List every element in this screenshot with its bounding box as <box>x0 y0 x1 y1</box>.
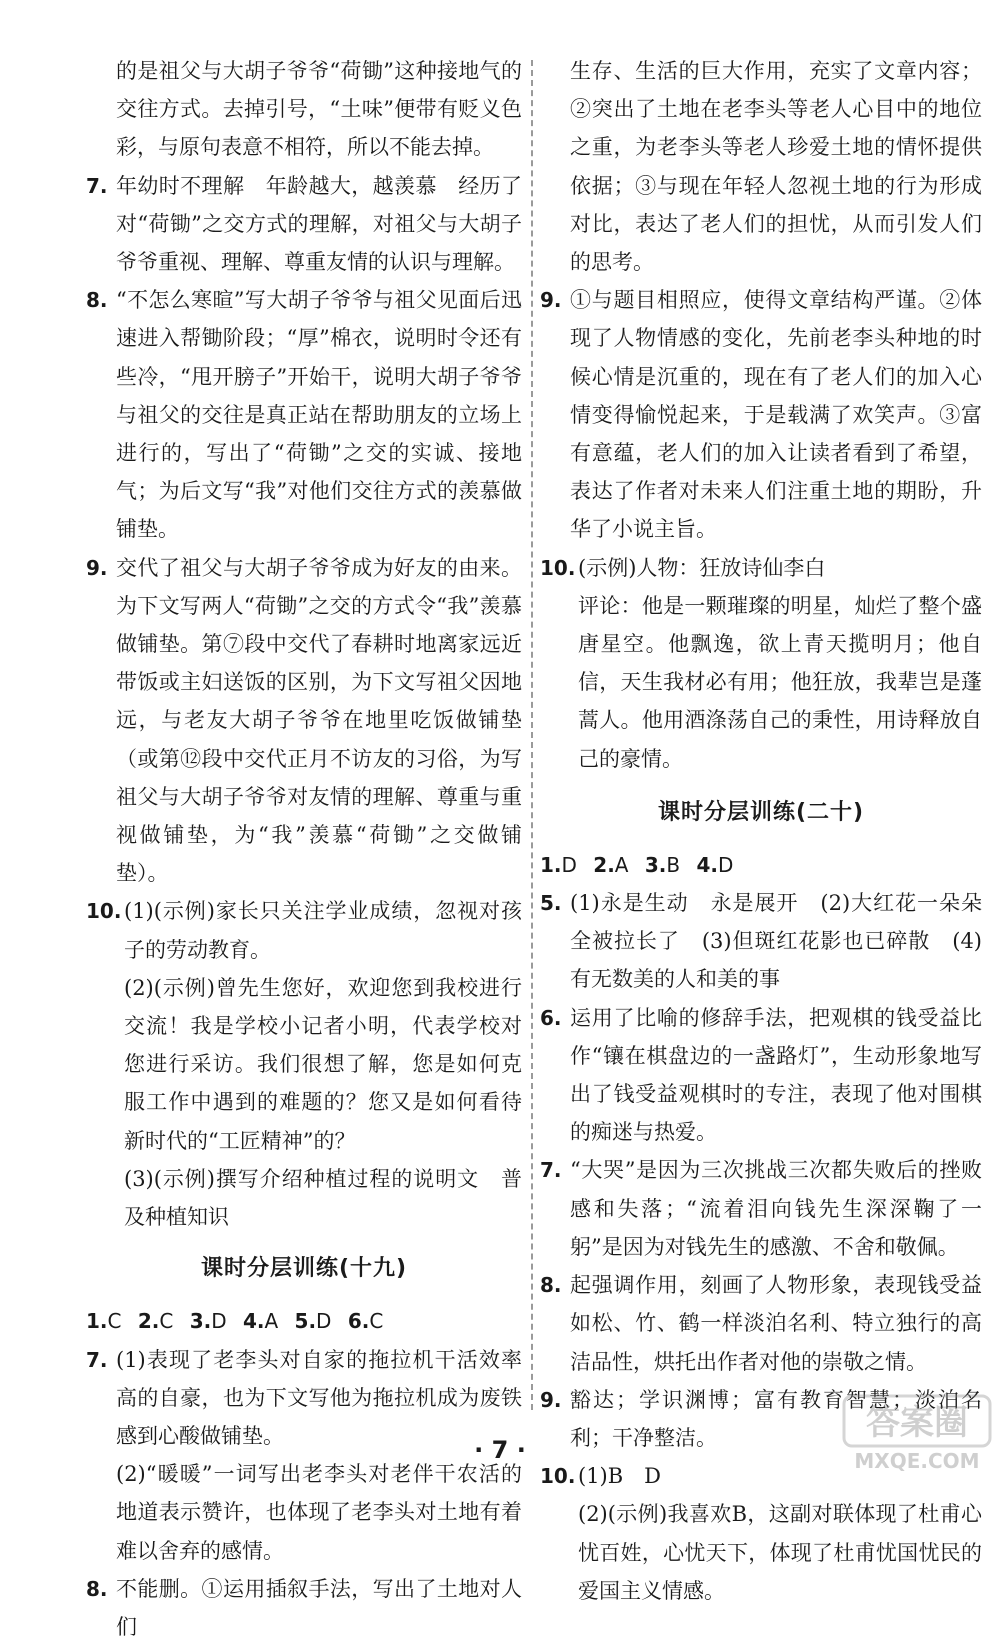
choice-answer: B <box>666 852 681 877</box>
answer-item-8 <box>86 281 522 548</box>
answer-item-9 <box>86 549 522 893</box>
answer-sub-1: (1)(示例)家长只关注学业成绩，忽视对孩子的劳动教育。 <box>124 899 522 962</box>
answer-item-8 <box>540 1266 982 1381</box>
answer-sub-1: (示例)人物：狂放诗仙李白 <box>578 555 826 580</box>
answer-item-7 <box>86 167 522 282</box>
question-number: 5. <box>540 891 562 916</box>
answer-text: 交代了祖父与大胡子爷爷成为好友的由来。为下文写两人“荷锄”之交的方式令“我”羡慕做铺垫。第⑦段中交代了春耕时地离家远近带饭或主妇送饭的区别，为下文写祖父因地远，与老友大胡子爷爷在地里吃饭做铺垫（或第⑫段中交代正月不访友的习俗，为写祖父与大胡子爷爷对友情的理解、尊重与重视做铺垫，为“我”羡慕“荷锄”之交做铺垫）。 <box>116 555 522 886</box>
question-number: 10. <box>540 1464 576 1489</box>
question-number: 2. <box>137 1309 160 1334</box>
question-number: 1. <box>86 1309 108 1334</box>
answer-text: 豁达；学识渊博；富有教育智慧；淡泊名利；干净整洁。 <box>570 1387 982 1450</box>
answer-sub-1: (1)B D <box>578 1464 662 1489</box>
choice-answer: C <box>159 1309 174 1334</box>
choice-answer: A <box>614 852 629 877</box>
choice-answer: C <box>369 1309 384 1334</box>
question-number: 9. <box>540 288 562 313</box>
answer-text: 运用了比喻的修辞手法，把观棋的钱受益比作“镶在棋盘边的一盏路灯”，生动形象地写出了钱受益观棋时的专注，表现了他对围棋的痴迷与热爱。 <box>570 1005 982 1145</box>
question-number: 7. <box>540 1158 562 1183</box>
page-number: · 7 · <box>474 1436 526 1464</box>
question-number: 8. <box>540 1273 562 1298</box>
right-column <box>540 52 982 1610</box>
answer-text: (1)永是生动 永是展开 (2)大红花一朵朵全被拉长了 (3)但斑红花影也已碎散 (4)有无数美的人和美的事 <box>570 891 982 992</box>
section-heading-20: 课时分层训练(二十) <box>657 799 865 825</box>
answer-item-5 <box>540 884 982 999</box>
choice-answers-19 <box>86 1302 522 1340</box>
question-number: 5. <box>294 1309 317 1334</box>
answer-continuation: 的是祖父与大胡子爷爷“荷锄”这种接地气的交往方式。去掉引号，“土味”便带有贬义色彩，与原句表意不相符，所以不能去掉。 <box>116 59 522 160</box>
watermark-url: MXQE.COM <box>854 1449 980 1473</box>
answer-continuation: 生存、生活的巨大作用，充实了文章内容；②突出了土地在老李头等老人心目中的地位之重，为老李头等老人珍爱土地的情怀提供依据；③与现在年轻人忽视土地的行为形成对比，表达了老人们的担忧，从而引发人们的思考。 <box>570 59 982 275</box>
question-number: 10. <box>86 899 122 924</box>
answer-text: ①与题目相照应，使得文章结构严谨。②体现了人物情感的变化，先前老李头种地的时候心情是沉重的，现在有了老人们的加入心情变得愉悦起来，于是载满了欢笑声。③富有意蕴，老人们的加入让读者看到了希望，表达了作者对未来人们注重土地的期盼，升华了小说主旨。 <box>570 288 982 542</box>
choice-answer: A <box>264 1309 279 1334</box>
question-number: 3. <box>644 852 667 877</box>
question-number: 7. <box>86 1347 108 1372</box>
answer-sub-2: 评论：他是一颗璀璨的明星，灿烂了整个盛唐星空。他飘逸，欲上青天揽明月；他自信，天生我材必有用；他狂放，我辈岂是蓬蒿人。他用酒涤荡自己的秉性，用诗释放自己的豪情。 <box>578 593 982 771</box>
answer-item-6 <box>540 999 982 1152</box>
question-number: 10. <box>540 555 576 580</box>
answer-sub-2: (2)“暖暖”一词写出老李头对老伴干农活的地道表示赞许，也体现了老李头对土地有着难以舍弃的感情。 <box>116 1462 522 1563</box>
question-number: 3. <box>189 1309 212 1334</box>
answer-sub-1: (1)表现了老李头对自家的拖拉机干活效率高的自豪，也为下文写他为拖拉机成为废铁感到心酸做铺垫。 <box>116 1347 522 1448</box>
question-number: 4. <box>242 1309 265 1334</box>
choice-answer: D <box>316 1309 332 1334</box>
answer-sub-3: (3)(示例)撰写介绍种植过程的说明文 普及种植知识 <box>124 1166 522 1230</box>
choice-answer: D <box>561 852 577 877</box>
answer-sub-2: (2)(示例)我喜欢B，这副对联体现了杜甫心忧百姓，心忧天下，体现了杜甫忧国忧民的爱国主义情感。 <box>578 1502 982 1603</box>
answer-text: 年幼时不理解 年龄越大，越羡慕 经历了对“荷锄”之交方式的理解，对祖父与大胡子爷爷重视、理解、尊重友情的认识与理解。 <box>116 173 522 275</box>
answer-item-10 <box>86 892 522 1236</box>
question-number: 9. <box>86 555 108 580</box>
question-number: 6. <box>540 1005 562 1030</box>
answer-text: “大哭”是因为三次挑战三次都失败后的挫败感和失落；“流着泪向钱先生深深鞠了一躬”是因为对钱先生的感激、不舍和敬佩。 <box>570 1158 982 1259</box>
section-heading-19: 课时分层训练(十九) <box>200 1256 408 1282</box>
answer-item-8b <box>86 1570 522 1646</box>
answer-sub-2: (2)(示例)曾先生您好，欢迎您到我校进行交流！我是学校小记者小明，代表学校对您进行采访。我们很想了解，您是如何克服工作中遇到的难题的？您又是如何看待新时代的“工匠精神”的？ <box>124 975 522 1153</box>
answer-item-7 <box>540 1151 982 1266</box>
column-divider <box>531 60 533 1410</box>
question-number: 7. <box>86 173 108 198</box>
answer-item-9 <box>540 281 982 548</box>
choice-answer: D <box>717 852 734 877</box>
question-number: 9. <box>540 1387 562 1412</box>
answer-text: “不怎么寒暄”写大胡子爷爷与祖父见面后迅速进入帮锄阶段；“厚”棉衣，说明时令还有些冷，“甩开膀子”开始干，说明大胡子爷爷与祖父的交往是真正站在帮助朋友的立场上进行的，写出了“荷锄”之交的实诚、接地气；为后文写“我”对他们交往方式的羡慕做铺垫。 <box>116 288 522 542</box>
choice-answers-20 <box>540 846 982 884</box>
watermark-text: 答案圈 <box>866 1403 968 1443</box>
answer-item-10 <box>540 549 982 778</box>
question-number: 4. <box>696 852 718 877</box>
choice-answer: D <box>211 1309 227 1334</box>
answer-item-10b <box>540 1457 982 1610</box>
question-number: 2. <box>593 852 615 877</box>
question-number: 1. <box>540 852 562 877</box>
question-number: 8. <box>86 1576 108 1601</box>
answer-text: 起强调作用，刻画了人物形象，表现钱受益如松、竹、鹤一样淡泊名利、特立独行的高洁品性，烘托出作者对他的崇敬之情。 <box>570 1273 982 1374</box>
choice-answer: C <box>107 1309 122 1334</box>
answer-text: 不能删。①运用插叙手法，写出了土地对人们 <box>116 1576 522 1639</box>
left-column <box>86 52 522 1646</box>
watermark-logo <box>842 1392 992 1474</box>
question-number: 6. <box>347 1309 370 1334</box>
question-number: 8. <box>86 288 108 313</box>
